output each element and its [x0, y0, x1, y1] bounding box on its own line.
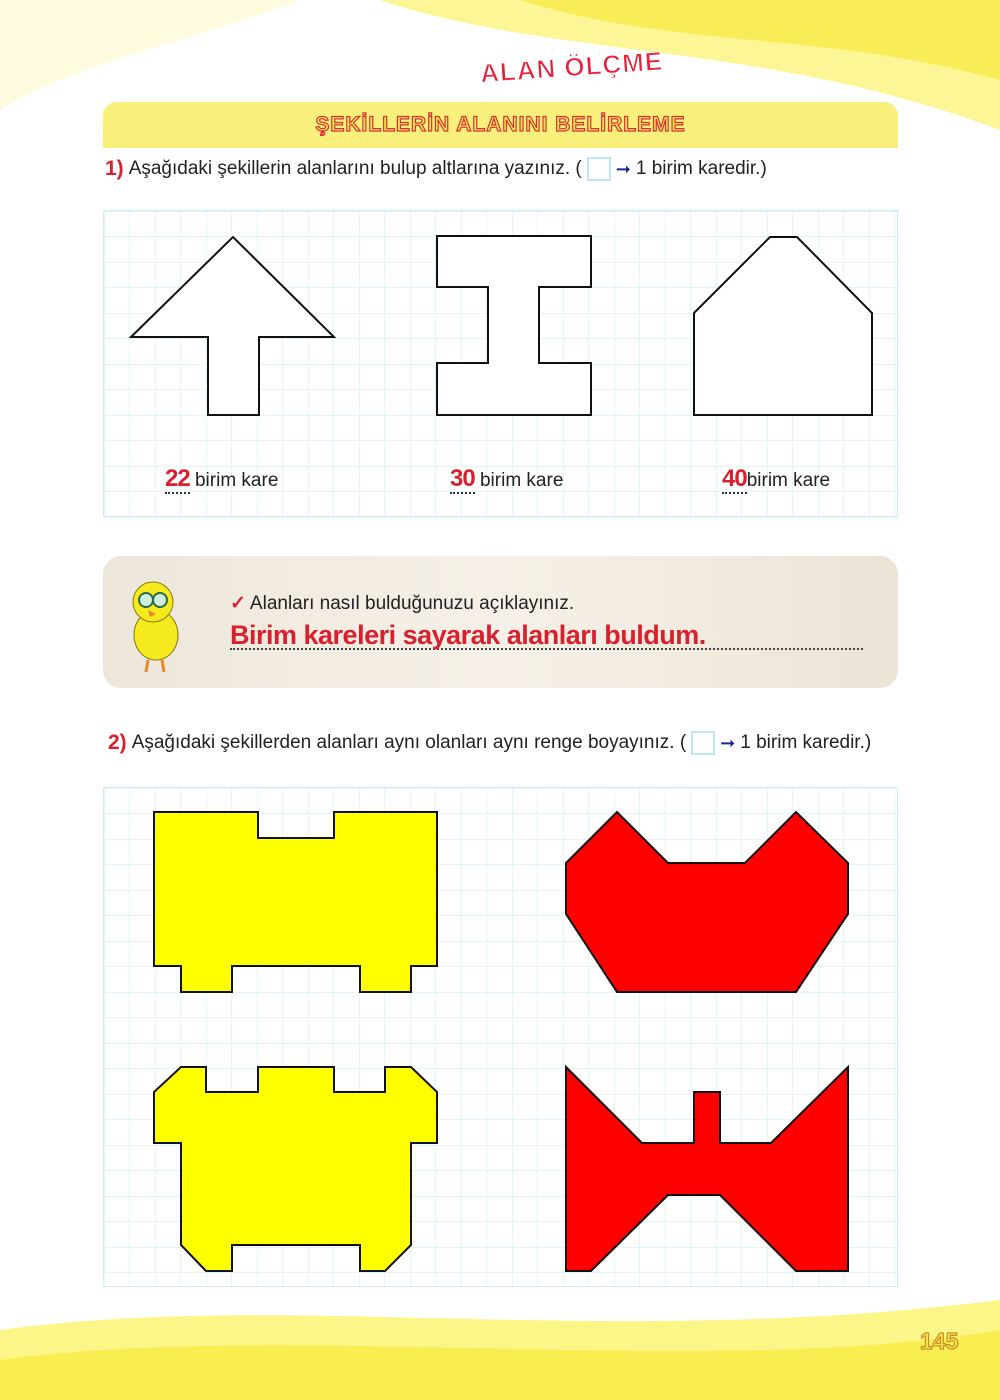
- unit-square-icon: [691, 731, 715, 755]
- unit-title: ALAN ÖLÇME: [479, 45, 665, 89]
- answer-2: 30 birim kare: [450, 465, 564, 492]
- explain-prompt: ✓ Alanları nasıl bulduğunuzu açıklayınız.: [230, 593, 575, 614]
- question-number: 1): [105, 157, 124, 180]
- question-text: Aşağıdaki şekillerden alanları aynı olanları aynı renge boyayınız. (: [131, 732, 687, 753]
- question-1: [105, 157, 767, 181]
- yellow-shape-2: [154, 1067, 437, 1271]
- question-2: [108, 731, 871, 755]
- question-number: 2): [108, 731, 127, 754]
- explain-answer-line: [230, 620, 863, 650]
- grid-area-2: [103, 787, 898, 1287]
- section-title: ŞEKİLLERİN ALANINI BELİRLEME: [103, 102, 898, 148]
- unit-text: 1 birim karedir.): [635, 158, 767, 179]
- page-number: 145: [920, 1328, 959, 1354]
- arrow-right-icon: ➞: [720, 732, 736, 753]
- answer-1: 22 birim kare: [165, 465, 279, 492]
- unit-square-icon: [587, 157, 611, 181]
- answer-3: 40birim kare: [722, 465, 831, 492]
- explain-answer: Birim kareleri sayarak alanları buldum.: [230, 620, 706, 650]
- unit-text: 1 birim karedir.): [740, 732, 872, 753]
- chick-mascot-icon: [118, 570, 188, 675]
- checkmark-icon: ✓: [230, 593, 246, 614]
- arrow-right-icon: ➞: [615, 158, 631, 179]
- decorative-wave-bottom: [0, 1290, 1000, 1400]
- yellow-shape-1: [154, 812, 437, 992]
- question-text: Aşağıdaki şekillerin alanlarını bulup altlarına yazınız. (: [128, 158, 582, 179]
